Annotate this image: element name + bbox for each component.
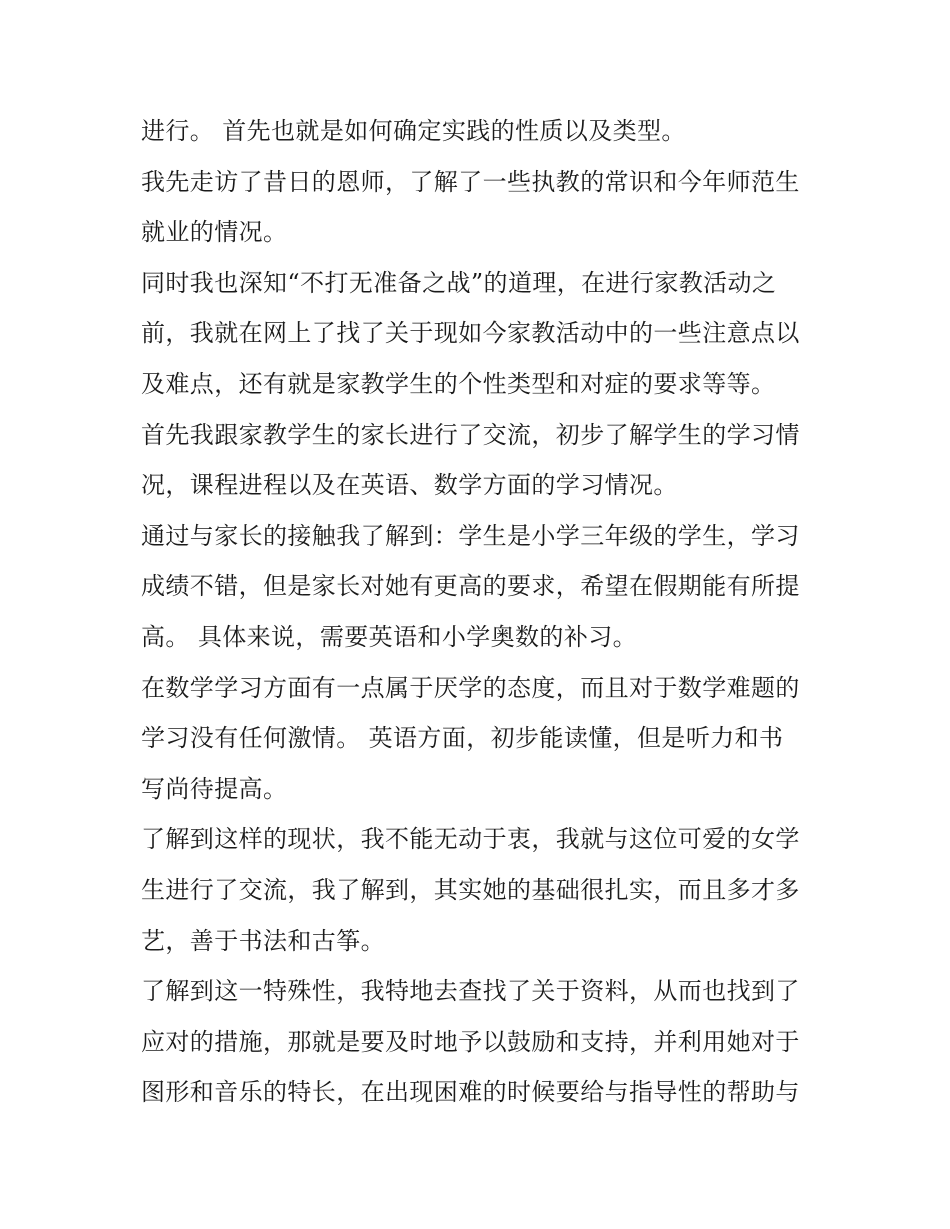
text-line: 艺，善于书法和古筝。 xyxy=(141,926,385,955)
text-line: 同时我也深知“不打无准备之战”的道理，在进行家教活动之 xyxy=(141,268,777,297)
text-line: 通过与家长的接触我了解到：学生是小学三年级的学生，学习 xyxy=(141,521,800,550)
text-line: 成绩不错，但是家长对她有更高的要求，希望在假期能有所提 xyxy=(141,572,800,601)
text-line: 高。 具体来说，需要英语和小学奥数的补习。 xyxy=(141,622,638,651)
text-line: 应对的措施，那就是要及时地予以鼓励和支持，并利用她对于 xyxy=(141,1027,800,1056)
text-line: 生进行了交流，我了解到，其实她的基础很扎实，而且多才多 xyxy=(141,875,800,904)
text-line: 首先我跟家教学生的家长进行了交流，初步了解学生的学习情 xyxy=(141,420,800,449)
text-line: 学习没有任何激情。 英语方面，初步能读懂，但是听力和书 xyxy=(141,724,784,753)
text-line: 了解到这样的现状，我不能无动于衷，我就与这位可爱的女学 xyxy=(141,825,800,854)
document-body xyxy=(141,106,821,1118)
text-line: 就业的情况。 xyxy=(141,218,288,247)
text-line: 写尚待提高。 xyxy=(141,774,288,803)
text-line: 了解到这一特殊性，我特地去查找了关于资料，从而也找到了 xyxy=(141,977,800,1006)
text-line: 况，课程进程以及在英语、数学方面的学习情况。 xyxy=(141,471,678,500)
text-line: 在数学学习方面有一点属于厌学的态度，而且对于数学难题的 xyxy=(141,673,800,702)
text-line: 我先走访了昔日的恩师，了解了一些执教的常识和今年师范生 xyxy=(141,167,800,196)
text-line: 图形和音乐的特长，在出现困难的时候要给与指导性的帮助与 xyxy=(141,1078,800,1107)
text-line: 进行。 首先也就是如何确定实践的性质以及类型。 xyxy=(141,117,686,145)
text-line: 及难点，还有就是家教学生的个性类型和对症的要求等等。 xyxy=(141,369,776,398)
text-line: 前，我就在网上了找了关于现如今家教活动中的一些注意点以 xyxy=(141,319,800,348)
